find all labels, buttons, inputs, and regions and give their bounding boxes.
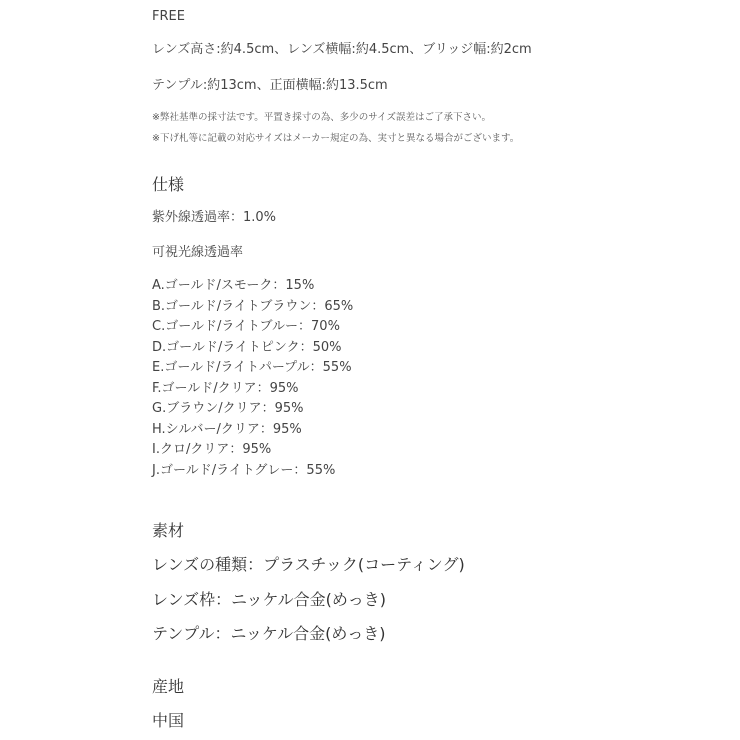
size-note: ※弊社基準の採寸法です。平置き採寸の為、多少のサイズ誤差はご了承下さい。: [152, 112, 491, 123]
size-label: FREE: [152, 9, 185, 24]
size-note: ※下げ札等に記載の対応サイズはメーカー規定の為、実寸と異なる場合がございます。: [152, 133, 520, 144]
list-item: H.シルバー/クリア：95%: [152, 421, 302, 437]
uv-transmittance: 紫外線透過率：1.0%: [152, 210, 277, 225]
origin-heading: 産地: [152, 677, 185, 696]
list-item: B.ゴールド/ライトブラウン：65%: [152, 298, 354, 314]
lens-frame: レンズ枠：ニッケル合金(めっき): [152, 590, 387, 609]
temple-material: テンプル：ニッケル合金(めっき): [152, 624, 386, 643]
size-temple: テンプル:約13cm、正面横幅:約13.5cm: [152, 78, 388, 93]
list-item: I.クロ/クリア：95%: [152, 442, 272, 457]
list-item: G.ブラウン/クリア：95%: [152, 401, 304, 416]
size-dimensions: レンズ高さ:約4.5cm、レンズ横幅:約4.5cm、ブリッジ幅:約2cm: [152, 42, 532, 57]
visible-light-heading: 可視光線透過率: [152, 245, 244, 260]
visible-light-list: [152, 276, 353, 481]
list-item: D.ゴールド/ライトピンク：50%: [152, 339, 342, 355]
lens-type: レンズの種類：プラスチック(コーティング): [152, 555, 465, 574]
list-item: C.ゴールド/ライトブルー：70%: [152, 319, 340, 334]
list-item: E.ゴールド/ライトパープル：55%: [152, 360, 352, 375]
list-item: A.ゴールド/スモーク：15%: [152, 278, 315, 293]
origin-value: 中国: [152, 711, 185, 730]
list-item: F.ゴールド/クリア：95%: [152, 380, 299, 396]
material-heading: 素材: [152, 521, 185, 540]
spec-heading: 仕様: [152, 175, 185, 194]
list-item: J.ゴールド/ライトグレー：55%: [152, 462, 336, 478]
